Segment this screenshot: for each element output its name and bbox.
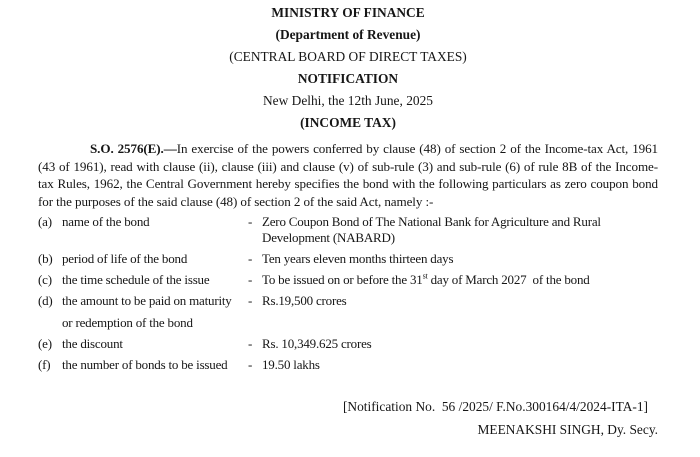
row-value-text: day of March 2027 of the bond xyxy=(427,272,590,287)
particular-row-f xyxy=(38,357,658,373)
row-dash: - xyxy=(248,336,253,351)
place-date-line: New Delhi, the 12th June, 2025 xyxy=(263,93,433,108)
ordinal-superscript: st xyxy=(422,271,428,281)
notification-number: [Notification No. 56 /2025/ F.No.300164/4/2024-ITA-1] xyxy=(342,399,648,414)
row-marker: (f) xyxy=(38,357,51,372)
signatory-name: MEENAKSHI SINGH, Dy. Secy. xyxy=(477,422,658,437)
row-marker: (a) xyxy=(38,214,52,229)
particular-row-a xyxy=(38,214,658,246)
particular-row-c xyxy=(38,272,658,288)
so-number: S.O. 2576(E).— xyxy=(90,141,177,156)
row-label: the time schedule of the issue xyxy=(62,272,210,287)
row-value: Rs.19,500 crores xyxy=(262,293,347,308)
row-label: the amount to be paid on maturity xyxy=(62,293,232,308)
particular-row-e xyxy=(38,336,658,352)
row-marker: (c) xyxy=(38,272,52,287)
row-value-text: To be issued on or before the 31 xyxy=(262,272,423,287)
notification-heading: NOTIFICATION xyxy=(297,71,399,86)
particular-row-d xyxy=(38,293,658,331)
footer-block xyxy=(38,399,658,437)
so-paragraph-text: In exercise of the powers conferred by clause (48) of section 2 of the Income-tax Act, 1961 (43 of 1961), read with clause (ii), clause (iii) and clause (v) of sub-rule (3) and sub-rule (6) of rule 8B of the Income-tax Rules, 1962, the Central Government hereby specifies the bond with the following particulars as zero coupon bond for the purposes of the said clause (48) of section 2 of the said Act, namely :- xyxy=(38,141,658,209)
row-label-continuation: or redemption of the bond xyxy=(62,315,193,330)
row-label: name of the bond xyxy=(62,214,150,229)
row-dash: - xyxy=(248,251,253,266)
row-dash: - xyxy=(248,272,253,287)
so-paragraph xyxy=(38,140,658,210)
row-marker: (d) xyxy=(38,293,53,308)
row-dash: - xyxy=(248,214,253,229)
row-label: period of life of the bond xyxy=(62,251,188,266)
row-marker: (b) xyxy=(38,251,53,266)
row-marker: (e) xyxy=(38,336,52,351)
income-tax-heading: (INCOME TAX) xyxy=(300,115,396,130)
row-value: 19.50 lakhs xyxy=(262,357,320,372)
ministry-title: MINISTRY OF FINANCE xyxy=(271,5,425,20)
row-dash: - xyxy=(248,357,253,372)
row-value: Rs. 10,349.625 crores xyxy=(262,336,372,351)
particular-row-b xyxy=(38,251,658,267)
department-line: (Department of Revenue) xyxy=(275,27,421,42)
board-line: (CENTRAL BOARD OF DIRECT TAXES) xyxy=(229,49,467,64)
row-label: the number of bonds to be issued xyxy=(62,357,228,372)
particulars-list xyxy=(38,214,658,373)
row-value xyxy=(262,272,658,288)
row-value: Ten years eleven months thirteen days xyxy=(262,251,454,266)
row-label: the discount xyxy=(62,336,123,351)
row-dash: - xyxy=(248,293,253,308)
row-value: Zero Coupon Bond of The National Bank for Agriculture and Rural Development (NABARD) xyxy=(262,214,601,245)
